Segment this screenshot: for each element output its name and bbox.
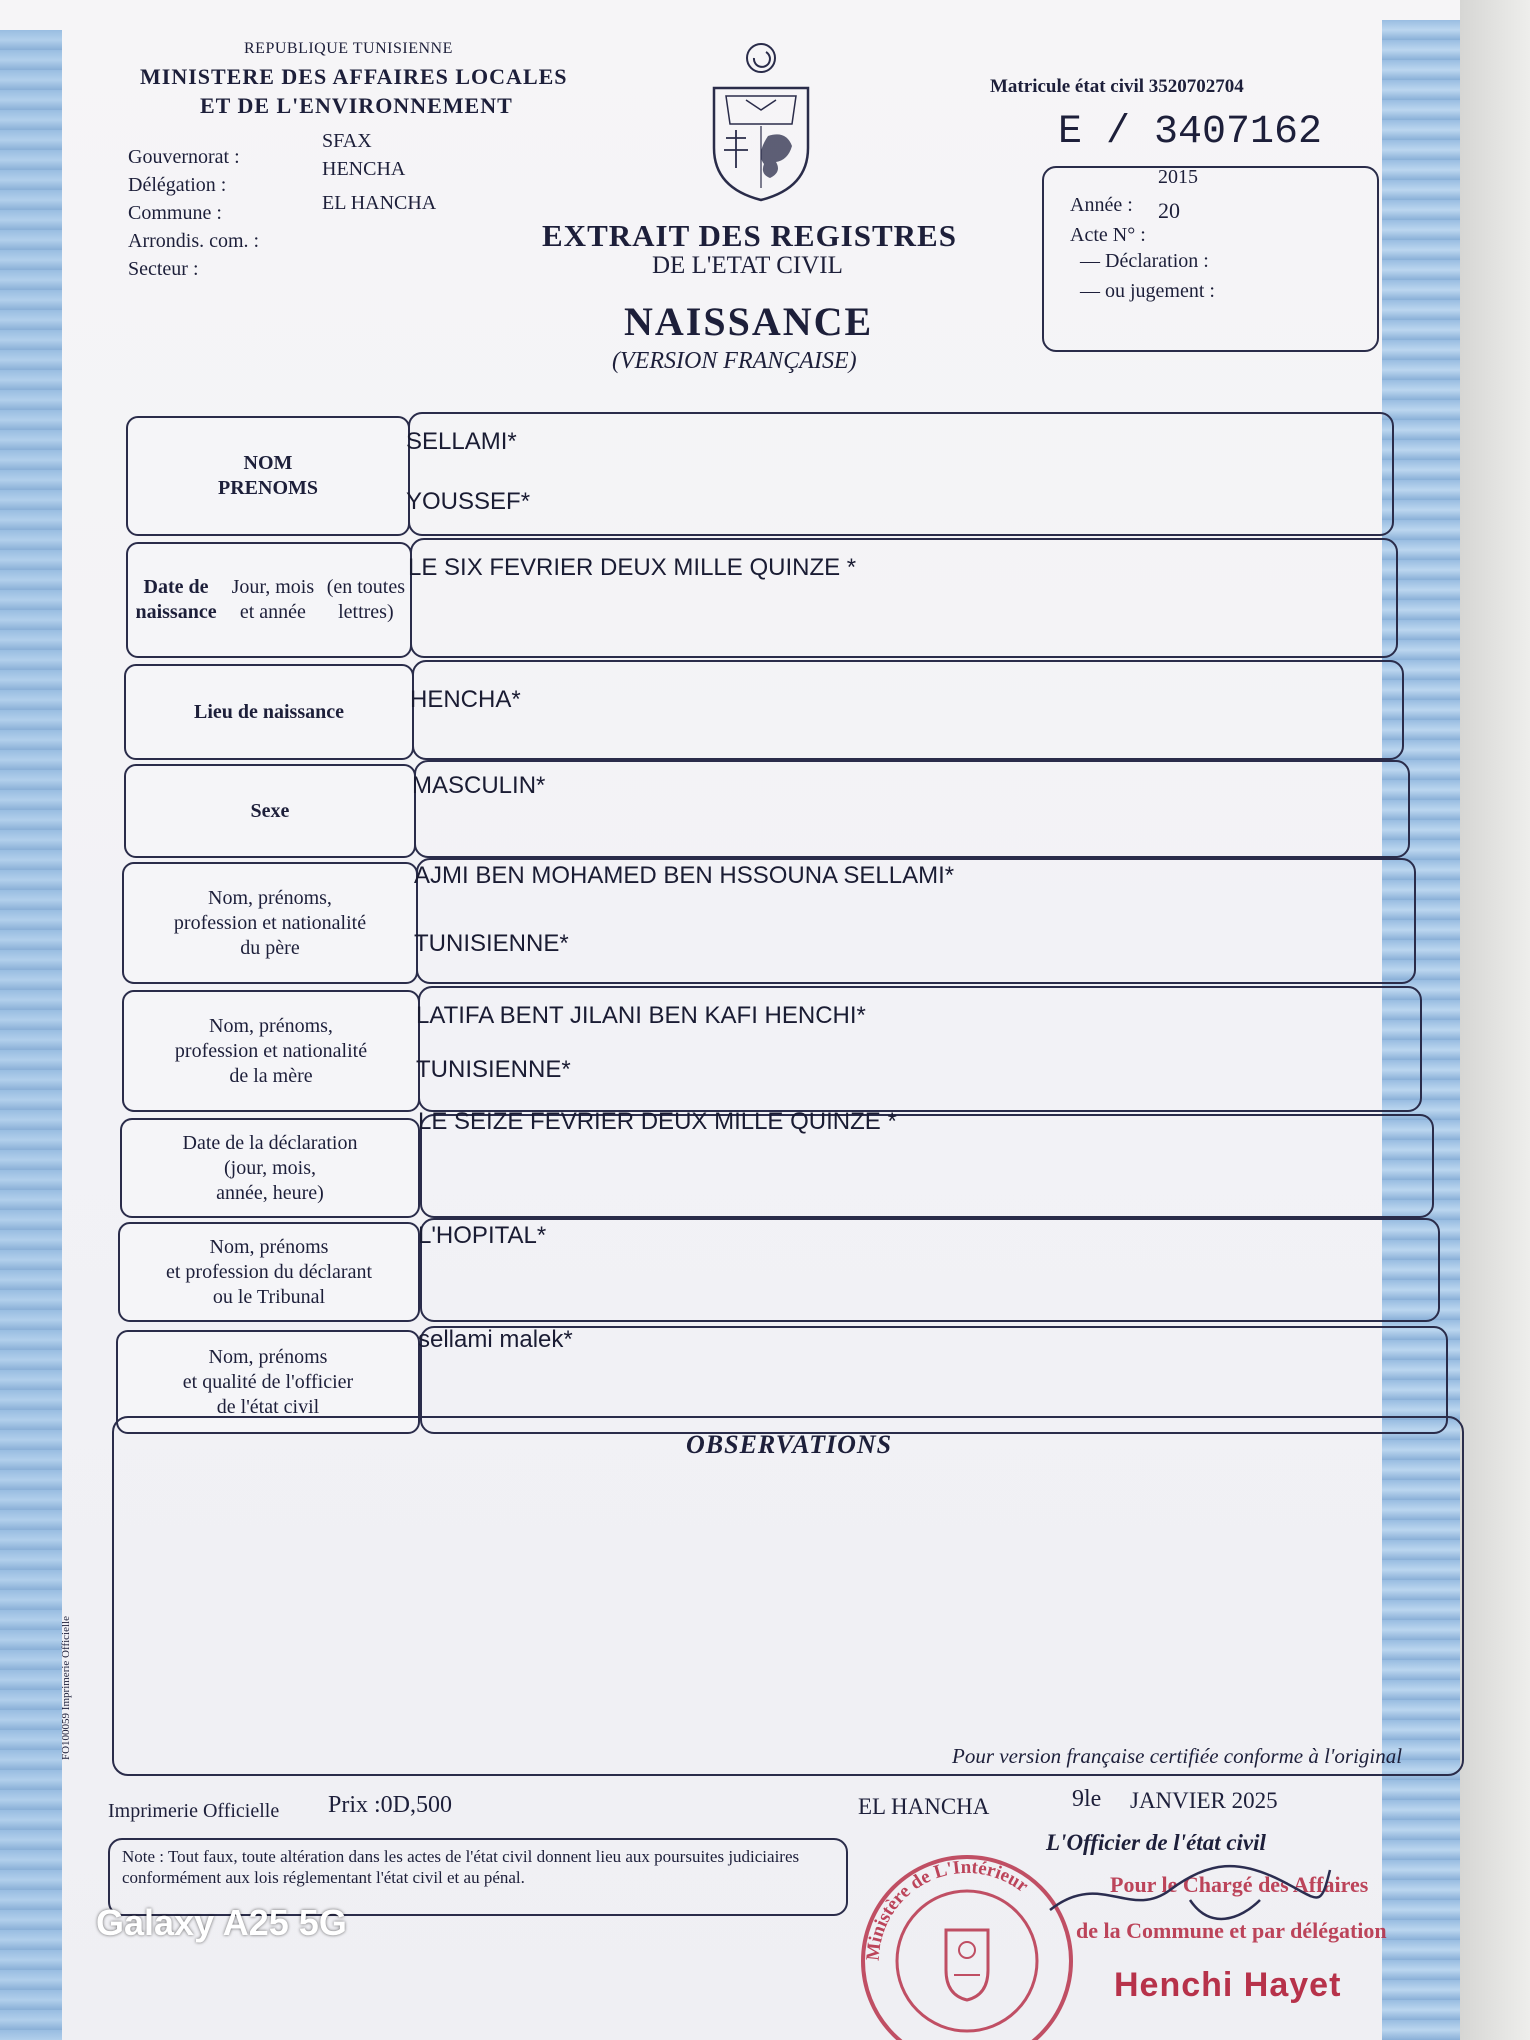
row-value-box xyxy=(414,760,1410,858)
row-value-line1: AJMI BEN MOHAMED BEN HSSOUNA SELLAMI* xyxy=(414,862,955,889)
month-year-text: JANVIER 2025 xyxy=(1130,1788,1278,1813)
jugement-label: — ou jugement : xyxy=(1080,280,1215,302)
row-value-line1: LE SEIZE FEVRIER DEUX MILLE QUINZE * xyxy=(418,1108,897,1135)
matricule-text: Matricule état civil 3520702704 xyxy=(990,76,1244,97)
row-value-line2: TUNISIENNE* xyxy=(414,930,569,957)
tunisia-coat-of-arms-icon xyxy=(706,38,816,203)
row-value-line2: YOUSSEF* xyxy=(406,488,531,515)
title-version: (VERSION FRANÇAISE) xyxy=(612,348,857,374)
row-label: Nom, prénoms et qualité de l'officier de l'état civil xyxy=(116,1330,420,1434)
row-label-line: Date de naissance xyxy=(135,576,217,623)
year-value: 2015 xyxy=(1158,166,1198,188)
stamp-ring-text: Ministère de L'Intérieur xyxy=(862,1856,1033,1962)
handwritten-signature xyxy=(1040,1850,1340,1940)
stamp-officer-name: Henchi Hayet xyxy=(1114,1966,1342,2004)
background-surface xyxy=(1460,0,1530,2040)
annee-label: Année : xyxy=(1070,194,1133,216)
row-value-line2: TUNISIENNE* xyxy=(416,1056,571,1083)
row-label: Date de la déclaration (jour, mois, année, heure) xyxy=(120,1118,420,1218)
row-label: Nom, prénoms, profession et nationalité du père xyxy=(122,862,418,984)
row-value-line1: HENCHA* xyxy=(410,686,521,713)
camera-watermark: Galaxy A25 5G xyxy=(96,1902,347,1943)
row-value-box xyxy=(420,1218,1440,1322)
delegation-value: HENCHA xyxy=(322,158,406,180)
price-text: Prix :0D,500 xyxy=(328,1792,453,1818)
row-label-line: Jour, mois et année xyxy=(231,576,315,623)
row-label: Nom, prénoms, profession et nationalité de la mère xyxy=(122,990,420,1112)
row-value-line1: L'HOPITAL* xyxy=(418,1222,547,1249)
ministry-line1: MINISTERE DES AFFAIRES LOCALES xyxy=(140,64,568,89)
officer-title: L'Officier de l'état civil xyxy=(1046,1830,1266,1855)
ministry-line2: ET DE L'ENVIRONNEMENT xyxy=(200,93,513,118)
left-guilloche-border xyxy=(0,30,62,2040)
commune-value: EL HANCHA xyxy=(322,192,437,214)
row-label: Lieu de naissance xyxy=(124,664,414,760)
arrondis-label: Arrondis. com. : xyxy=(128,230,260,252)
commune-label: Commune : xyxy=(128,202,222,224)
row-value-line1: MASCULIN* xyxy=(412,772,546,799)
stamp-line2: de la Commune et par délégation xyxy=(1076,1918,1387,1943)
title-etat-civil: DE L'ETAT CIVIL xyxy=(652,252,843,279)
certified-text: Pour version française certifiée conforme à l'original xyxy=(952,1744,1403,1768)
row-value-box xyxy=(412,660,1404,760)
row-value-line1: SELLAMI* xyxy=(406,428,517,455)
side-print-code: FO100059 Imprimerie Officielle xyxy=(60,1616,72,1760)
delegation-label: Délégation : xyxy=(128,174,227,196)
republic-text: REPUBLIQUE TUNISIENNE xyxy=(244,40,453,57)
row-label xyxy=(126,542,412,658)
annee-prefix: 20 xyxy=(1158,198,1180,223)
day-text: 9le xyxy=(1072,1786,1102,1812)
serial-number: E / 3407162 xyxy=(1058,110,1323,155)
gouvernorat-label: Gouvernorat : xyxy=(128,146,240,168)
gouvernorat-value: SFAX xyxy=(322,130,372,152)
stamp-emblem-icon xyxy=(946,1930,988,2000)
svg-text:Ministère de L'Intérieur xyxy=(863,1857,1033,1962)
row-value-box xyxy=(408,412,1394,536)
row-label: Nom, prénoms et profession du déclarant ou le Tribunal xyxy=(118,1222,420,1322)
secteur-label: Secteur : xyxy=(128,258,199,280)
declaration-label: — Déclaration : xyxy=(1080,250,1209,272)
imprimerie-text: Imprimerie Officielle xyxy=(108,1800,280,1822)
legal-note: Note : Tout faux, toute altération dans les actes de l'état civil donnent lieu aux poursuites judiciaires conformément aux lois réglementant l'état civil et au pénal. xyxy=(108,1838,848,1916)
observations-title: OBSERVATIONS xyxy=(686,1430,893,1459)
row-label: Sexe xyxy=(124,764,416,858)
row-label: NOM PRENOMS xyxy=(126,416,410,536)
stamp-line1: Pour le Chargé des Affaires xyxy=(1110,1872,1369,1897)
title-naissance: NAISSANCE xyxy=(624,299,874,344)
row-label-line: (en toutes lettres) xyxy=(326,576,405,623)
row-value-line1: sellami malek* xyxy=(418,1326,573,1353)
title-extrait: EXTRAIT DES REGISTRES xyxy=(542,218,957,253)
place-text: EL HANCHA xyxy=(858,1794,990,1819)
row-value-line1: LATIFA BENT JILANI BEN KAFI HENCHI* xyxy=(416,1002,866,1029)
row-value-line1: LE SIX FEVRIER DEUX MILLE QUINZE * xyxy=(408,554,857,581)
acte-label: Acte N° : xyxy=(1070,224,1146,246)
observations-box xyxy=(112,1416,1464,1776)
